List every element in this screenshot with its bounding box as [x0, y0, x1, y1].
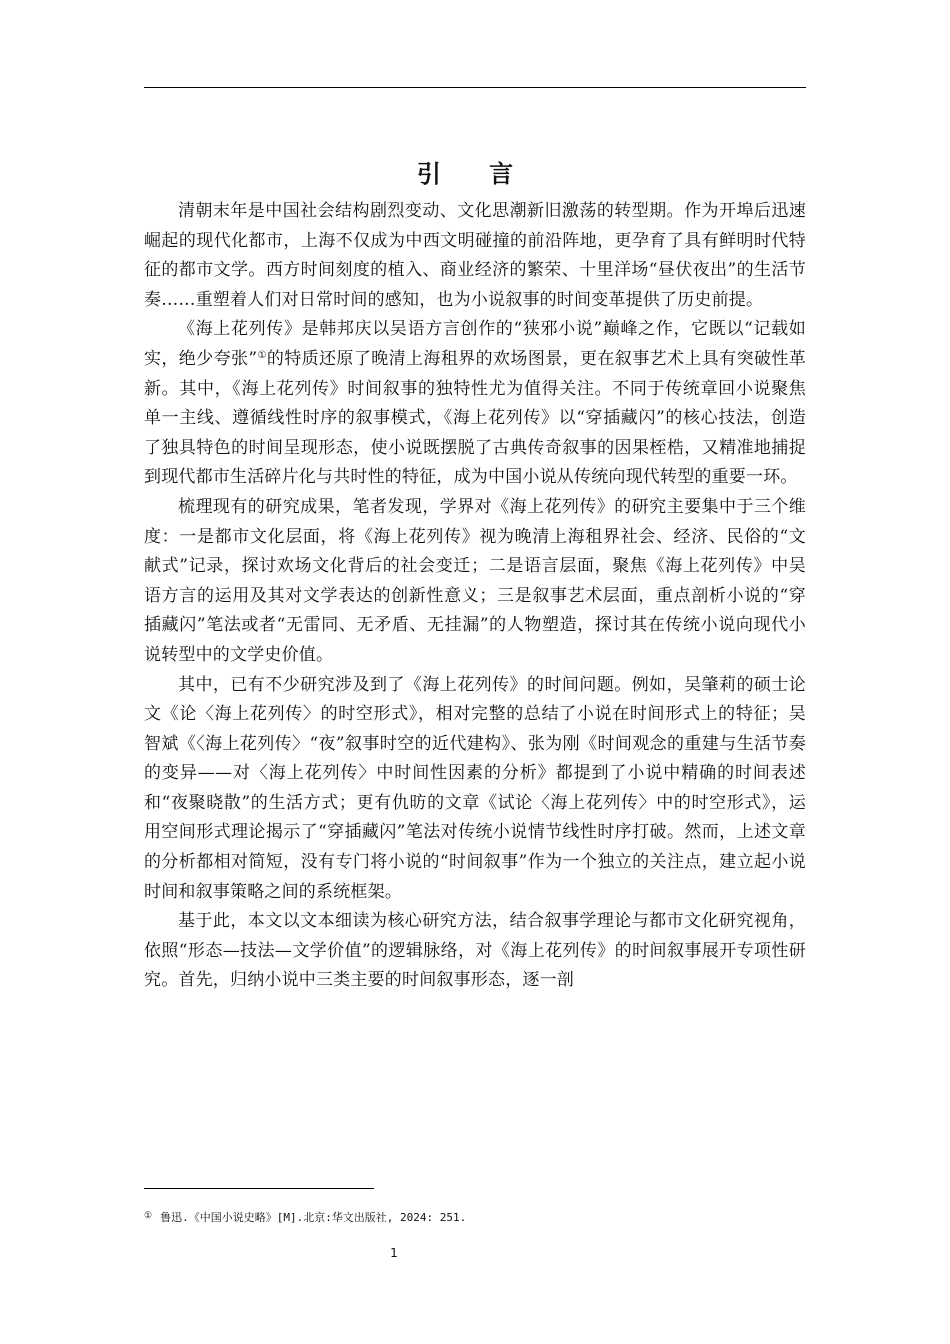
section-title: 引 言 — [416, 160, 534, 189]
body-text — [144, 197, 806, 996]
paragraph-2-part-2: 的特质还原了晚清上海租界的欢场图景，更在叙事艺术上具有突破性革新。其中，《海上花列传》时间叙事的独特性尤为值得关注。不同于传统章回小说聚焦单一主线、遵循线性时序的叙事模式，《海上花列传》以“穿插藏闪”的核心技法，创造了独具特色的时间呈现形态，使小说既摆脱了古典传奇叙事的因果桎梏，又精准地捕捉到现代都市生活碎片化与共时性的特征，成为中国小说从传统向现代转型的重要一环。 — [144, 348, 806, 488]
paragraph-2-part-1: 《海上花列传》是韩邦庆以吴语方言创作的“狭邪小说”巅峰之作，它既以“记载如实，绝少夸张” — [144, 319, 806, 369]
paragraph-3: 梳理现有的研究成果，笔者发现，学界对《海上花列传》的研究主要集中于三个维度：一是都市文化层面，将《海上花列传》视为晚清上海租界社会、经济、民俗的“文献式”记录，探讨欢场文化背后的社会变迁；二是语言层面，聚焦《海上花列传》中吴语方言的运用及其对文学表达的创新性意义；三是叙事艺术层面，重点剖析小说的“穿插藏闪”笔法或者“无雷同、无矛盾、无挂漏”的人物塑造，探讨其在传统小说向现代小说转型中的文学史价值。 — [144, 496, 806, 665]
paragraph-2 — [144, 315, 806, 493]
footnote-rule — [144, 1188, 374, 1189]
footnote-marker: ① — [144, 1211, 153, 1221]
footnote-reference[interactable]: ① — [257, 349, 267, 361]
footnote — [144, 1208, 806, 1226]
header-rule — [144, 87, 806, 88]
paragraph-1: 清朝末年是中国社会结构剧烈变动、文化思潮新旧激荡的转型期。作为开埠后迅速崛起的现代化都市，上海不仅成为中西文明碰撞的前沿阵地，更孕育了具有鲜明时代特征的都市文学。西方时间刻度的植入、商业经济的繁荣、十里洋场“昼伏夜出”的生活节奏……重塑着人们对日常时间的感知，也为小说叙事的时间变革提供了历史前提。 — [144, 201, 806, 310]
paragraph-4: 其中，已有不少研究涉及到了《海上花列传》的时间问题。例如，吴肇莉的硕士论文《论〈海上花列传〉的时空形式》，相对完整的总结了小说在时间形式上的特征；吴智斌《〈海上花列传〉“夜”叙事时空的近代建构》、张为刚《时间观念的重建与生活节奏的变异——对〈海上花列传〉中时间性因素的分析》都提到了小说中精确的时间表述和“夜聚晓散”的生活方式；更有仇昉的文章《试论〈海上花列传〉中的时空形式》，运用空间形式理论揭示了“穿插藏闪”笔法对传统小说情节线性时序打破。然而，上述文章的分析都相对简短，没有专门将小说的“时间叙事”作为一个独立的关注点，建立起小说时间和叙事策略之间的系统框架。 — [144, 674, 806, 902]
page-number: 1 — [390, 1246, 398, 1260]
paragraph-5: 基于此，本文以文本细读为核心研究方法，结合叙事学理论与都市文化研究视角，依照“形态—技法—文学价值”的逻辑脉络，对《海上花列传》的时间叙事展开专项性研究。首先，归纳小说中三类主要的时间叙事形态，逐一剖 — [144, 911, 806, 991]
footnote-text: 鲁迅.《中国小说史略》[M].北京:华文出版社, 2024: 251. — [160, 1211, 467, 1224]
